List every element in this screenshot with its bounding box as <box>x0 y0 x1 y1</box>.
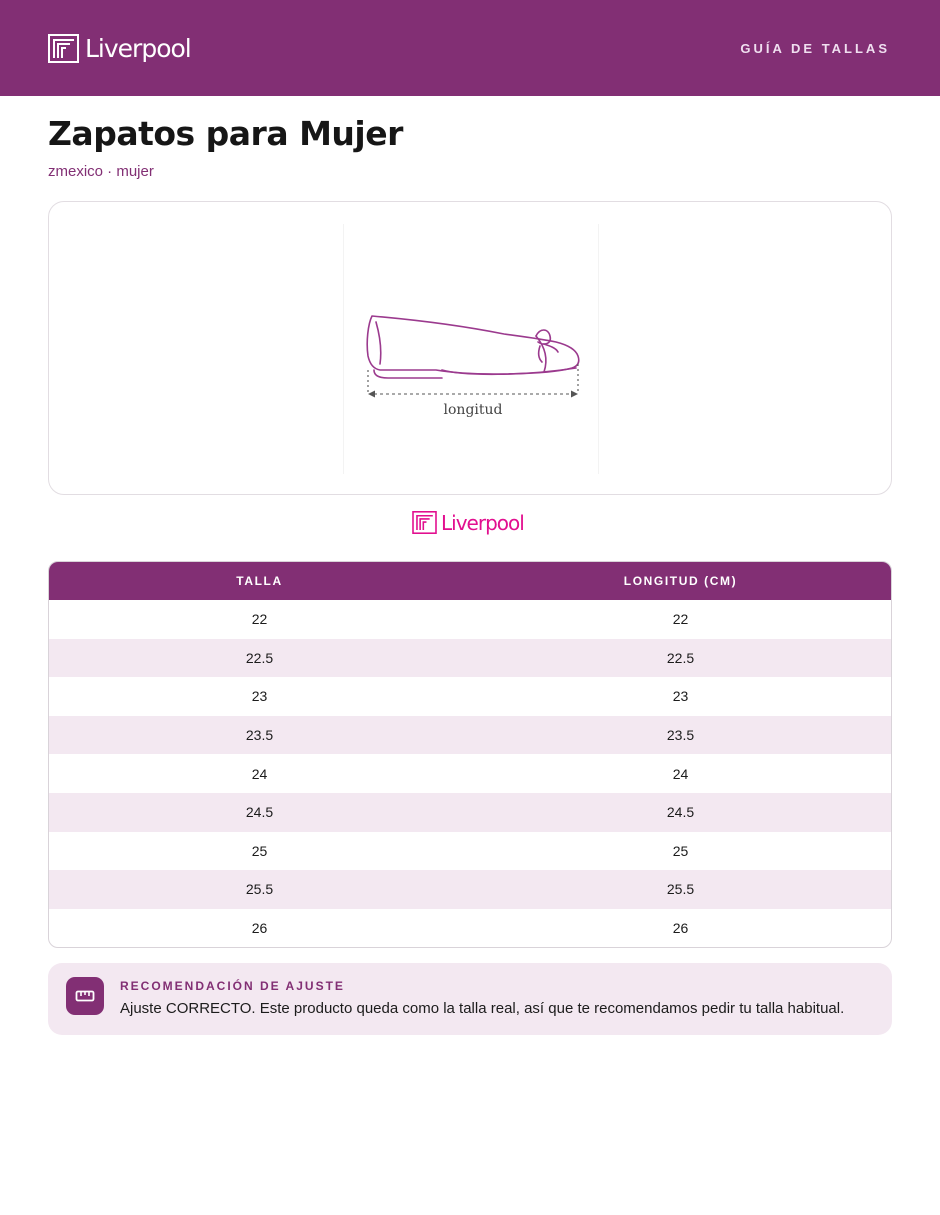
size-cell: 25.5 <box>245 881 274 898</box>
liverpool-logo-icon <box>412 511 437 534</box>
length-cell: 22 <box>672 611 689 628</box>
length-cell: 25 <box>672 842 689 859</box>
length-cell: 24 <box>672 765 689 782</box>
page-title: Zapatos para Mujer <box>48 114 403 153</box>
size-guide-link[interactable]: GUÍA DE TALLAS <box>740 40 890 56</box>
size-cell: 23.5 <box>245 727 274 744</box>
brand-logo[interactable] <box>48 34 191 63</box>
recommendation-text: Ajuste CORRECTO. Este producto queda como la talla real, así que te recomendamos pedir tu talla habitual. <box>120 1000 845 1017</box>
length-cell: 24.5 <box>666 804 695 821</box>
recommendation-title: RECOMENDACIÓN DE AJUSTE <box>120 979 345 993</box>
site-header <box>0 0 940 96</box>
size-cell: 24.5 <box>245 804 274 821</box>
shoe-illustration-card <box>48 201 892 495</box>
size-table-header <box>49 562 891 600</box>
length-cell: 23.5 <box>666 727 695 744</box>
column-header-length: LONGITUD (CM) <box>623 574 738 588</box>
length-label: longitud <box>443 402 503 418</box>
brand-badge <box>412 511 524 534</box>
brand-name: Liverpool <box>85 33 191 63</box>
table-row <box>49 600 891 639</box>
size-cell: 23 <box>251 688 268 705</box>
table-row <box>49 754 891 793</box>
table-row <box>49 832 891 871</box>
table-row <box>49 716 891 755</box>
size-cell: 24 <box>251 765 268 782</box>
page-subtitle: zmexico · mujer <box>48 163 154 180</box>
size-cell: 25 <box>251 842 268 859</box>
length-cell: 23 <box>672 688 689 705</box>
table-row <box>49 677 891 716</box>
length-cell: 25.5 <box>666 881 695 898</box>
ballet-flat-shoe-icon <box>344 224 600 474</box>
liverpool-logo-icon <box>48 34 79 63</box>
size-cell: 22.5 <box>245 649 274 666</box>
size-cell: 22 <box>251 611 268 628</box>
size-table <box>48 561 892 948</box>
table-row <box>49 870 891 909</box>
length-cell: 22.5 <box>666 649 695 666</box>
table-row <box>49 909 891 948</box>
length-cell: 26 <box>672 920 689 937</box>
table-row <box>49 793 891 832</box>
shoe-illustration-frame <box>343 224 599 474</box>
fit-recommendation <box>48 963 892 1035</box>
column-header-size: TALLA <box>236 574 283 588</box>
table-row <box>49 639 891 678</box>
ruler-icon <box>66 977 104 1015</box>
brand-badge-name: Liverpool <box>441 510 524 535</box>
size-cell: 26 <box>251 920 268 937</box>
